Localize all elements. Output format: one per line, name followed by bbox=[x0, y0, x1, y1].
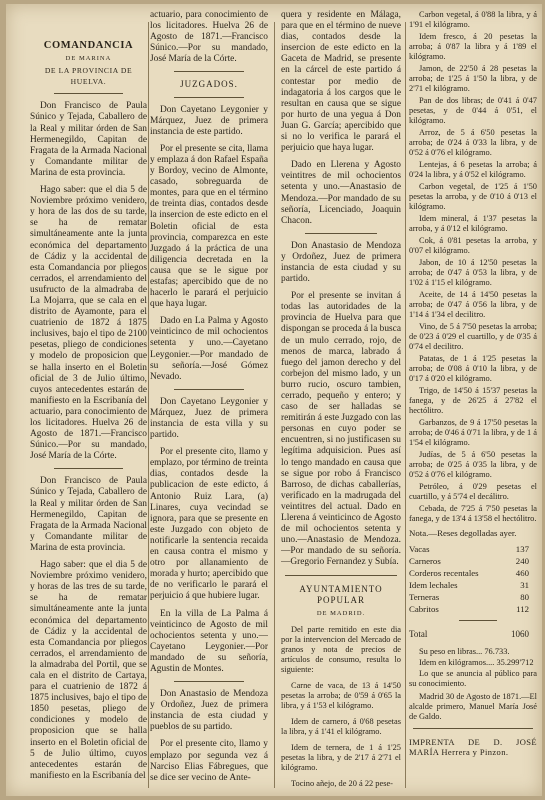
price-line: Idem mineral, á 1'37 pesetas la arroba, y á 0'12 el kilógramo. bbox=[409, 214, 537, 233]
paragraph: Idem de ternera, de 1 á 1'25 pesetas la libra, y de 2'17 á 2'71 el kilógramo. bbox=[281, 742, 401, 772]
section-title: JUZGADOS. bbox=[180, 79, 238, 90]
table-row bbox=[409, 544, 537, 556]
divider bbox=[54, 93, 123, 94]
paragraph: Don Francisco de Paula Súnico y Tejada, Caballero de la Real y militar órden de San Hermenegildo, Capitan de Fragata de la Armada Nacional y Comandante militar de Marina de esta provincia. bbox=[30, 101, 147, 178]
column-juzgados-ayuntamiento bbox=[281, 10, 401, 796]
price-line: Petróleo, á 0'29 pesetas el cuartillo, y á 5'74 el decálitro. bbox=[409, 482, 537, 501]
cattle-table bbox=[409, 544, 537, 616]
column-precios bbox=[409, 10, 537, 796]
section-subtitle: DE LA PROVINCIA DE HUELVA. bbox=[44, 66, 133, 87]
divider bbox=[285, 575, 397, 576]
cattle-count: 80 bbox=[520, 592, 529, 602]
paragraph: Don Cayetano Leygonier y Márquez, Juez de primera instancia de este partido. bbox=[150, 104, 268, 137]
divider bbox=[459, 620, 497, 621]
newspaper-page bbox=[6, 4, 542, 796]
paragraph: Carne de vaca, de 13 á 14'50 pesetas la arroba; de 0'59 á 0'65 la libra, y á 1'53 el kilógramo. bbox=[281, 680, 401, 710]
table-row bbox=[409, 568, 537, 580]
paragraph: quera y residente en Málaga, para que en el término de nueve dias, contados desde la insercion de este edicto en la Gaceta de Madrid, se presente en la cárcel de este partido á contestar por medio de indagatoria á los cargos que le resultan en causa que se sigue por hurto de una yegua á Don Juan G. García; apercibido que si no lo verifica le parará el perjuicio que haya lugar. bbox=[281, 10, 401, 154]
paragraph: Madrid 30 de Agosto de 1871.—El alcalde primero, Manuel María José de Galdo. bbox=[409, 692, 537, 721]
divider bbox=[174, 681, 244, 682]
paragraph: Hago saber: que el dia 5 de Noviembre próximo venidero, y horas de las tres de su tarde, se ha de rematar simultáneamente ante la junta económica del departamento de Cádiz y la accidental de esta Comandancia por pliegos cerrados, el arrendamiento de la almadraba del Portil, que se cala en el distrito de Cartaya, para el cuatrienio de 1872 á 1875 inclusives, bajo el tipo de 1850 pesetas, pliego de condiciones y modelo de proposicion que se halla inserto en el Boletin oficial de 5 de Julio último, cuyos antecedentes estarán de manifiesto en la Escribanía del bbox=[30, 560, 147, 781]
table-row bbox=[409, 604, 537, 616]
cattle-name: Terneras bbox=[409, 592, 440, 602]
cattle-count: 31 bbox=[520, 580, 529, 590]
divider bbox=[54, 468, 123, 469]
price-line: Aceite, de 14 á 14'50 pesetas la arroba; de 0'47 á 0'56 la libra, y de 1'14 á 1'34 el decilitro. bbox=[409, 290, 537, 319]
section-subtitle: DE MADRID. bbox=[316, 609, 366, 617]
cattle-count: 137 bbox=[515, 544, 529, 554]
cattle-name: Corderos recentales bbox=[409, 568, 479, 578]
table-row bbox=[409, 592, 537, 604]
column-rule bbox=[148, 22, 149, 788]
paragraph: Idem de carnero, á 0'68 pesetas la libra, y á 1'41 el kilógramo. bbox=[281, 716, 401, 736]
divider bbox=[305, 233, 377, 234]
price-line: Cok, á 0'81 pesetas la arroba, y 0'07 el kilógramo. bbox=[409, 236, 537, 255]
total-value: 1060 bbox=[511, 629, 529, 639]
total-row bbox=[409, 629, 537, 639]
paragraph: Hago saber: que el dia 5 de Noviembre próximo venidero, y hora de las dos de su tarde, se ha de rematar simultáneamente ante la junta económica del departamento de Cádiz y la accidental de esta Comandancia por pliegos cerrados, el arrendamiento del usufructo de la almadraba de La Mojarra, que se cala en el distrito de Ayamonte, para el cuatrienio de 1872 á 1875 inclusives, bajo el tipo de 2100 pesetas, pliego de condiciones y modelo de proposicion que se halla inserto en el Boletin oficial de 3 de Julio último, cuyos antecedentes estarán de manifiesto en la Escribanía del actuario, para conocimiento de los licitadores. Huelva 26 de Agosto de 1871.—Francisco Súnico.—Por su mandado, José María de la Córte. bbox=[30, 185, 147, 462]
price-line: Vino, de 5 á 7'50 pesetas la arroba; de 0'23 á 0'29 el cuartillo, y de 0'35 á 0'74 el decilitro. bbox=[409, 322, 537, 351]
paragraph: Por el presente cito, llamo y emplazo por segunda vez á Narciso Elias Fábregues, que se dice ser vecino de Ante- bbox=[150, 739, 268, 783]
divider bbox=[413, 728, 533, 729]
price-line: Jamon, de 22'50 á 28 pesetas la arroba; de 1'25 á 1'50 la libra, y de 2'71 el kilógramo. bbox=[409, 64, 537, 93]
paragraph: Don Francisco de Paula Súnico y Tejada, Caballero de la Real y militar órden de San Hermenegildo, Capitan de Fragata de la Armada Nacional y Comandante militar de Marina de esta provincia. bbox=[30, 476, 147, 553]
table-row bbox=[409, 580, 537, 592]
paragraph: Su peso en libras... 76.733. bbox=[419, 647, 510, 656]
column-rule bbox=[274, 22, 275, 788]
section-title: COMANDANCIA bbox=[43, 40, 134, 51]
price-line: Cebada, de 7'25 á 7'50 pesetas la fanega, y de 13'4 á 13'58 el hectólitro. bbox=[409, 504, 537, 523]
paragraph: Tocino añejo, de 20 á 22 pese- bbox=[291, 778, 393, 788]
price-line: Idem fresco, á 20 pesetas la arroba; á 0'87 la libra y á 1'89 el kilógramo. bbox=[409, 32, 537, 61]
price-line: Lentejas, á 6 pesetas la arroba; á 0'24 la libra, y á 0'52 el kilógramo. bbox=[409, 160, 537, 179]
paragraph: Del parte remitido en este dia por la intervencion del Mercado de granos y nota de precios de artículos de consumo, resulta lo siguiente: bbox=[281, 624, 401, 674]
cattle-count: 460 bbox=[515, 568, 529, 578]
cattle-name: Carneros bbox=[409, 556, 441, 566]
price-line: Carbon vegetal, á 0'88 la libra, y á 1'91 el kilógramo. bbox=[409, 10, 537, 29]
cattle-name: Idem lechales bbox=[409, 580, 458, 590]
divider bbox=[174, 71, 244, 72]
price-line: Patatas, de 1 á 1'25 pesetas la arroba; de 0'08 á 0'10 la libra, y de 0'17 á 0'20 el kilógramo. bbox=[409, 354, 537, 383]
cattle-name: Vacas bbox=[409, 544, 430, 554]
divider bbox=[174, 97, 244, 98]
imprenta-footer: IMPRENTA DE D. JOSÉ MARÍA Herrera y Pinzon. bbox=[409, 737, 537, 757]
paragraph: Por el presente se cita, llama y emplaza á don Rafael España y Bordoy, vecino de Almonte, casado, sobreguarda de montes, para que en el término de treinta dias, contados desde la insercion de este edicto en el Boletin oficial de esta provincia, comparezca en este Juzgado á la práctica de una diligencia decretada en la causa que se le sigue por estafas; apercibido que de no hacerlo le parará el perjuicio que haya lugar. bbox=[150, 143, 268, 310]
cattle-name: Cabritos bbox=[409, 604, 439, 614]
paragraph: Idem en kilógramos.... 35.299'712 bbox=[419, 658, 534, 667]
total-label: Total bbox=[409, 629, 428, 639]
price-line: Carbon vegetal, de 1'25 á 1'50 pesetas la arroba, y de 0'10 á 0'13 el kilógramo. bbox=[409, 182, 537, 211]
divider bbox=[174, 389, 244, 390]
nota-title: Nota.—Reses degolladas ayer. bbox=[409, 528, 517, 538]
price-line: Jabon, de 10 á 12'50 pesetas la arroba; de 0'47 á 0'53 la libra, y de 1'02 á 1'15 el kilógramo. bbox=[409, 258, 537, 287]
paragraph: Por el presente se invitan á todas las autoridades de la provincia de Huelva para que dispongan se proceda á la busca de un mulo cerrado, rojo, de menos de marca, labrado á fuego del jamon derecho y del corbejon del mismo lado, y un burro rucio, oscuro tambien, cerrado, pequeño y entero; y caso de ser halladas se remitirán á este Juzgado con las personas en cuyo poder se encuentren, si no justificasen su legítima adquisicion. Pues así lo tengo mandado en causa que se sigue por robo á Francisco Barroso, de dichas caballerías, verificado en la madrugada del veintitres del actual. Dado en Llerena á veinticinco de Agosto de mil ochocientos setenta y uno.—Anastasio de Mendoza.—Por mandado de su señoría.—Gregorio Fernandez y Subía. bbox=[281, 291, 401, 568]
price-line: Arroz, de 5 á 6'50 pesetas la arroba; de 0'24 á 0'33 la libra, y de 0'52 á 0'76 el kilógramo. bbox=[409, 128, 537, 157]
price-line: Garbanzos, de 9 á 17'50 pesetas la arroba; de 0'46 á 0'71 la libra, y de 1 á 1'54 el kilógramo. bbox=[409, 418, 537, 447]
section-title: AYUNTAMIENTO POPULAR bbox=[299, 583, 383, 605]
price-line: Trigo, de 14'50 á 15'37 pesetas la fanega, y de 26'25 á 27'82 el hectólitro. bbox=[409, 386, 537, 415]
paragraph: Don Cayetano Leygonier y Márquez, Juez de primera instancia de esta villa y su partido. bbox=[150, 396, 268, 441]
price-line: Judías, de 5 á 6'50 pesetas la arroba; de 0'25 á 0'35 la libra, y de 0'52 á 0'76 el kilógramo. bbox=[409, 450, 537, 479]
paragraph: Don Anastasio de Mendoza y Ordoñez, Juez de primera instancia de esta ciudad y su partido. bbox=[281, 240, 401, 285]
column-juzgados bbox=[150, 10, 268, 796]
price-line: Pan de dos libras; de 0'41 á 0'47 pesetas, y de 0'44 á 0'51, el kilógramo. bbox=[409, 96, 537, 125]
paragraph: Dado en Llerena y Agosto veintitres de mil ochocientos setenta y uno.—Anastasio de Mendoza.—Por mandado de su señoría, Licenciado, Joaquin Chacon. bbox=[281, 160, 401, 226]
section-subtitle: DE MARINA bbox=[65, 55, 112, 63]
cattle-count: 112 bbox=[516, 604, 529, 614]
paragraph: Por el presente cito, llamo y emplazo, por término de treinta dias, contados desde la publicacion de este edicto, á Antonio Ruiz Lara, (a) Linares, cuya vecindad se ignora, para que se presente en este Juzgado con objeto de notificarle la sentencia recaida en causa contra el mismo y otro por allanamiento de morada y hurto; apercibido que de no verificarlo le parará el perjuicio á que hubiere lugar. bbox=[150, 447, 268, 602]
table-row bbox=[409, 556, 537, 568]
paragraph: Don Anastasio de Mendoza y Ordoñez, Juez de primera instancia de esta ciudad y pueblos de su partido. bbox=[150, 689, 268, 733]
paragraph: actuario, para conocimiento de los licitadores. Huelva 26 de Agosto de 1871.—Francisco Súnico.—Por su mandado, José María de la Córte. bbox=[150, 10, 268, 65]
paragraph: Lo que se anuncia al público para su conocimiento. bbox=[409, 669, 537, 688]
cattle-count: 240 bbox=[515, 556, 529, 566]
paragraph: Dado en La Palma y Agosto veinticinco de mil ochocientos setenta y uno.—Cayetano Leygonier.—Por mandado de su señoría.—José Gómez Nevado. bbox=[150, 316, 268, 382]
column-rule bbox=[405, 22, 406, 788]
column-comandancia bbox=[30, 40, 147, 796]
paragraph: En la villa de La Palma á veinticinco de Agosto de mil ochocientos setenta y uno.—Cayetano Leygonier.—Por mandado de su señoría, Agustin de Montes. bbox=[150, 608, 268, 674]
